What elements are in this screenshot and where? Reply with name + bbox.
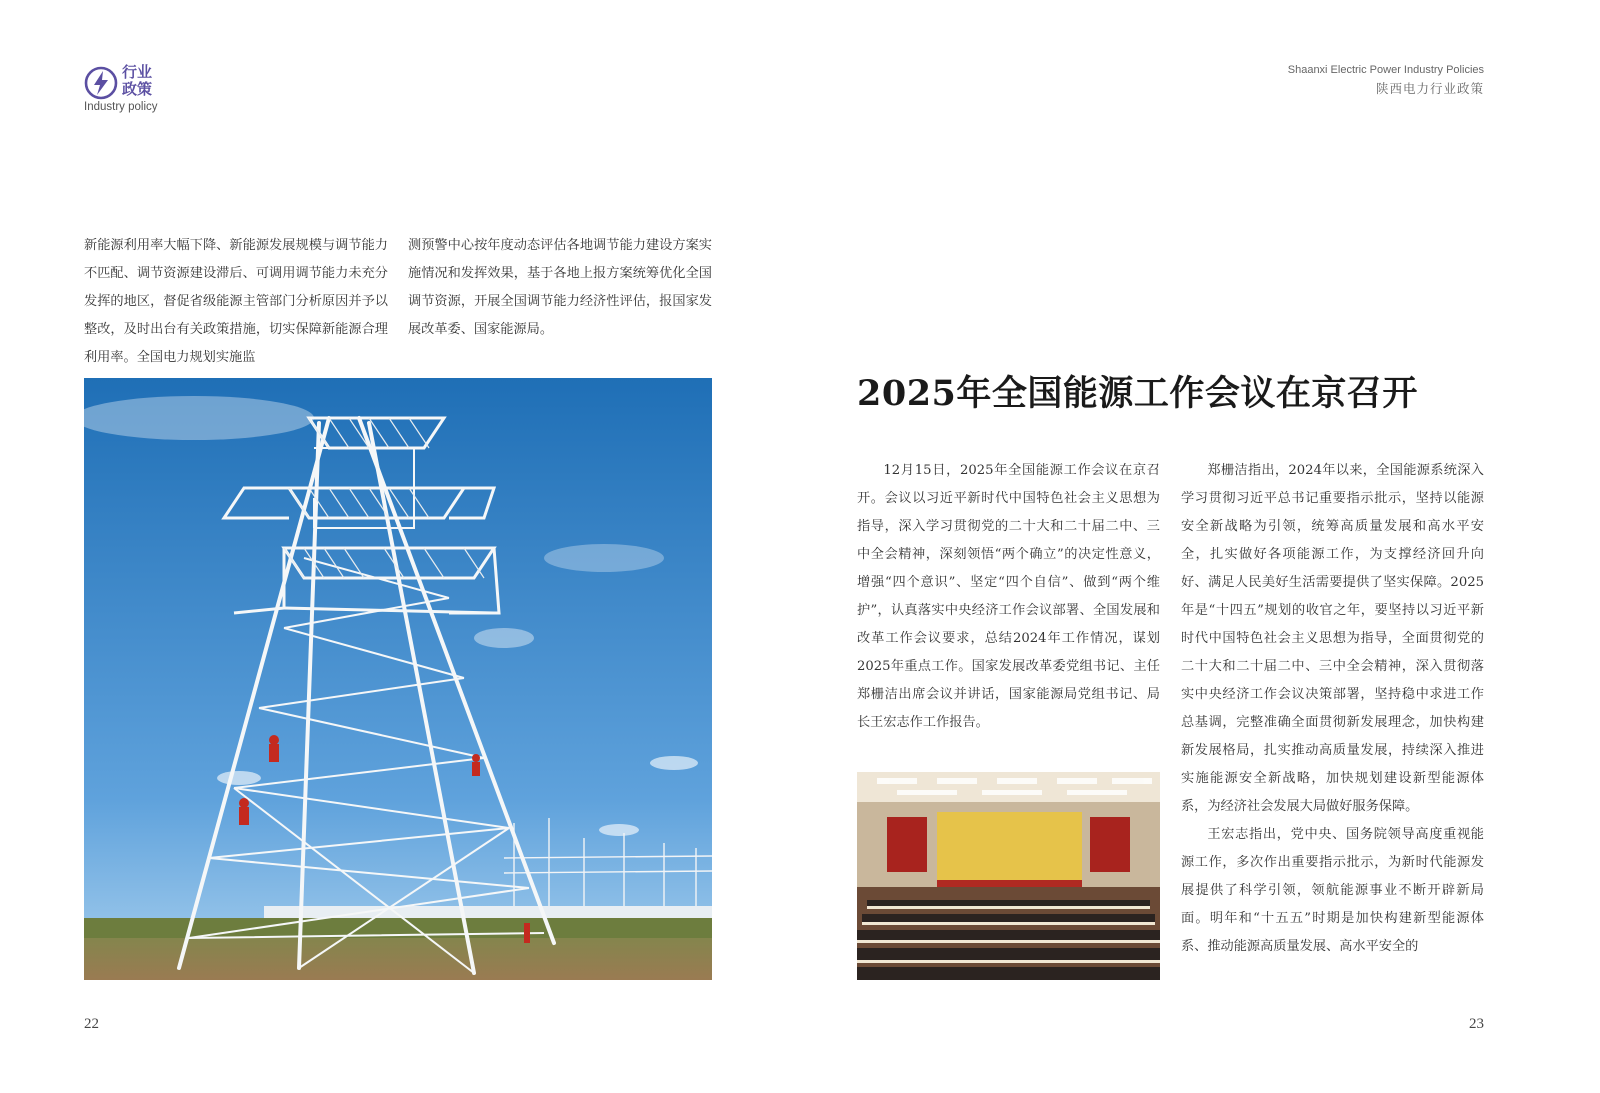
left-column-1 <box>84 232 388 372</box>
logo-text-cn: 行业 政策 <box>122 63 153 98</box>
article-title: 2025年全国能源工作会议在京召开 <box>857 373 1418 414</box>
right-page <box>800 0 1600 1093</box>
left-column-2 <box>408 232 712 344</box>
logo-text-en: Industry policy <box>84 101 158 113</box>
paragraph: 新能源利用率大幅下降、新能源发展规模与调节能力不匹配、调节资源建设滞后、可调用调节能力未充分发挥的地区，督促省级能源主管部门分析原因并予以整改，及时出台有关政策措施，切实保障新能源合理利用率。全国电力规划实施监 <box>84 238 388 365</box>
running-header-en: Shaanxi Electric Power Industry Policies <box>1287 64 1484 76</box>
right-column-1 <box>857 457 1160 737</box>
running-header-cn: 陕西电力行业政策 <box>1375 81 1484 96</box>
lightning-bolt-icon <box>84 66 118 100</box>
paragraph: 12月15日，2025年全国能源工作会议在京召开。会议以习近平新时代中国特色社会主义思想为指导，深入学习贯彻党的二十大和二十届二中、三中全会精神，深刻领悟“两个确立”的决定性意义，增强“四个意识”、坚定“四个自信”、做到“两个维护”，认真落实中央经济工作会议部署、全国发展和改革工作会议要求，总结2024年工作情况，谋划2025年重点工作。国家发展改革委党组书记、主任郑栅洁出席会议并讲话，国家能源局党组书记、局长王宏志作工作报告。 <box>857 463 1160 730</box>
conference-meeting-photo <box>857 772 1160 980</box>
paragraph: 郑栅洁指出，2024年以来，全国能源系统深入学习贯彻习近平总书记重要指示批示，坚持以能源安全新战略为引领，统筹高质量发展和高水平安全，扎实做好各项能源工作，为支撑经济回升向好、满足人民美好生活需要提供了坚实保障。2025年是“十四五”规划的收官之年，要坚持以习近平新时代中国特色社会主义思想为指导，全面贯彻党的二十大和二十届二中、三中全会精神，深入贯彻落实中央经济工作会议决策部署，坚持稳中求进工作总基调，完整准确全面贯彻新发展理念，加快构建新发展格局，扎实推动高质量发展，持续深入推进实施能源安全新战略，加快规划建设新型能源体系，为经济社会发展大局做好服务保障。 <box>1181 463 1484 814</box>
page-number: 23 <box>1469 1016 1484 1032</box>
paragraph: 王宏志指出，党中央、国务院领导高度重视能源工作，多次作出重要指示批示，为新时代能源发展提供了科学引领，领航能源事业不断开辟新局面。明年和“十五五”时期是加快构建新型能源体系、推动能源高质量发展、高水平安全的 <box>1181 827 1484 954</box>
transmission-tower-photo <box>84 378 712 980</box>
paragraph: 测预警中心按年度动态评估各地调节能力建设方案实施情况和发挥效果，基于各地上报方案统筹优化全国调节资源，开展全国调节能力经济性评估，报国家发展改革委、国家能源局。 <box>408 238 712 337</box>
industry-policy-logo <box>84 64 174 118</box>
right-column-2 <box>1181 457 1484 961</box>
page-number: 22 <box>84 1016 99 1032</box>
running-header <box>1288 64 1484 97</box>
